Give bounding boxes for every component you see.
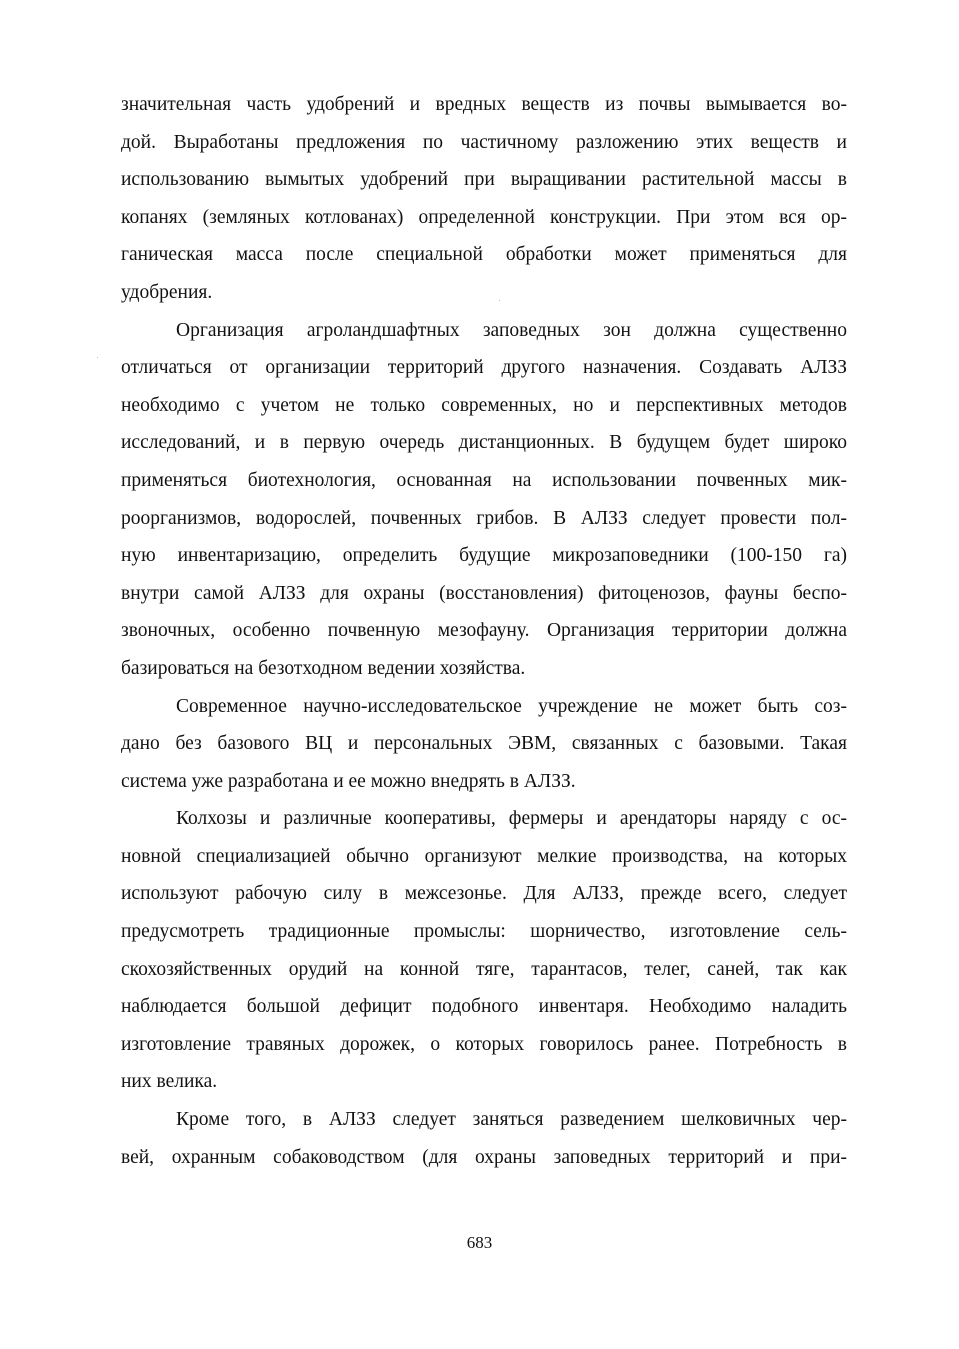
text-line: необходимо с учетом не только современных, но и перспективных методов [121, 394, 847, 416]
paragraph-4 [121, 800, 847, 1101]
scan-speck [97, 357, 98, 358]
text-line: базироваться на безотходном ведении хозяйства. [121, 657, 526, 679]
text-line: наблюдается большой дефицит подобного инвентаря. Необходимо наладить [121, 996, 847, 1018]
text-line: ную инвентаризацию, определить будущие микрозаповедники (100-150 га) [121, 545, 847, 567]
paragraph-3 [121, 688, 847, 801]
text-line: предусмотреть традиционные промыслы: шорничество, изготовление сель- [121, 921, 847, 943]
text-line: них велика. [121, 1071, 218, 1093]
text-line: изготовление травяных дорожек, о которых говорилось ранее. Потребность в [121, 1033, 847, 1055]
text-line: Кроме того, в АЛЗЗ следует заняться разведением шелковичных чер- [176, 1109, 847, 1131]
text-line: ганическая масса после специальной обработки может применяться для [121, 244, 847, 266]
text-line: система уже разработана и ее можно внедрять в АЛЗЗ. [121, 770, 576, 792]
text-line: применяться биотехнология, основанная на использовании почвенных мик- [121, 469, 847, 491]
text-line: скохозяйственных орудий на конной тяге, тарантасов, телег, саней, так как [121, 958, 847, 980]
text-line: Современное научно-исследовательское учреждение не может быть соз- [176, 695, 847, 717]
paragraph-2 [121, 312, 847, 688]
text-line: внутри самой АЛЗЗ для охраны (восстановления) фитоценозов, фауны беспо- [121, 582, 847, 604]
text-line: исследований, и в первую очередь дистанционных. В будущем будет широко [121, 432, 847, 454]
text-line: дано без базового ВЦ и персональных ЭВМ, связанных с базовыми. Такая [121, 733, 847, 755]
text-line: удобрения. [121, 281, 213, 303]
text-line: новной специализацией обычно организуют мелкие производства, на которых [121, 845, 847, 867]
body-text [121, 86, 847, 1176]
text-line: звоночных, особенно почвенную мезофауну. Организация территории должна [121, 620, 847, 642]
text-line: Колхозы и различные кооперативы, фермеры и арендаторы наряду с ос- [176, 808, 847, 830]
scan-speck [499, 300, 500, 301]
paragraph-5 [121, 1101, 847, 1176]
text-line: значительная часть удобрений и вредных веществ из почвы вымывается во- [121, 94, 847, 115]
text-line: копанях (земляных котлованах) определенной конструкции. При этом вся ор- [121, 206, 847, 228]
text-line: отличаться от организации территорий другого назначения. Создавать АЛЗЗ [121, 357, 847, 379]
paragraph-1 [121, 86, 847, 312]
text-line: использованию вымытых удобрений при выращивании растительной массы в [121, 169, 847, 191]
text-line: дой. Выработаны предложения по частичному разложению этих веществ и [121, 131, 847, 153]
text-line: используют рабочую силу в межсезонье. Для АЛЗЗ, прежде всего, следует [121, 883, 847, 905]
page-number: 683 [466, 1233, 493, 1252]
text-line: Организация агроландшафтных заповедных зон должна существенно [176, 319, 847, 341]
text-line: вей, охранным собаководством (для охраны заповедных территорий и при- [121, 1146, 847, 1168]
text-line: роорганизмов, водорослей, почвенных грибов. В АЛЗЗ следует провести пол- [121, 507, 847, 529]
